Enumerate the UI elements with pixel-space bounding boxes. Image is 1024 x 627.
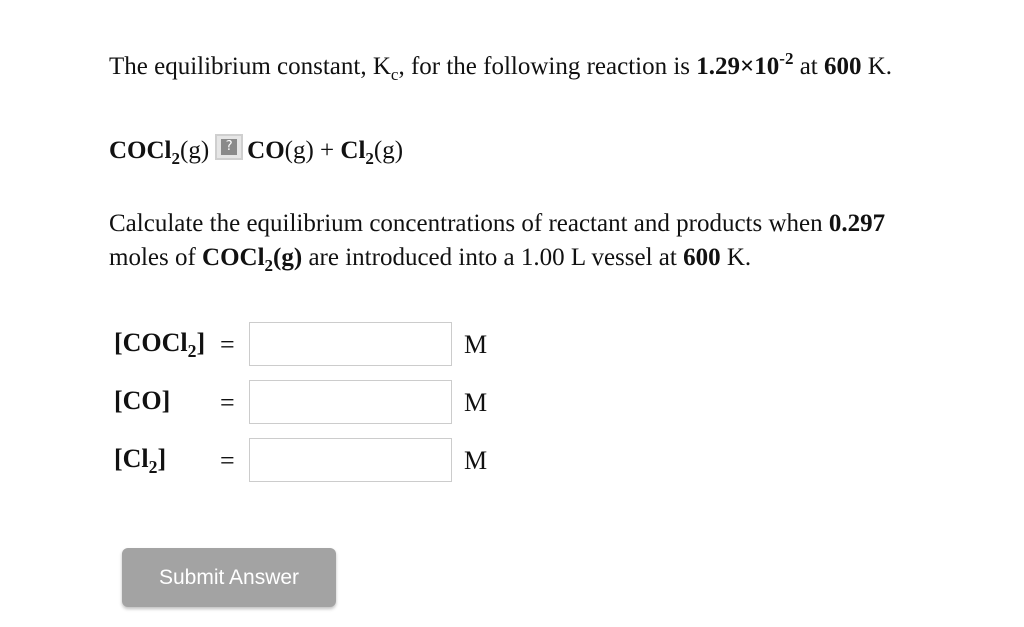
moles-value: 0.297	[828, 210, 886, 237]
kc-value	[696, 48, 794, 80]
unit-label: M	[464, 446, 488, 475]
species-label-close: ]	[196, 328, 206, 357]
intro-text-3: at	[793, 53, 824, 80]
species-label-open: [COCl	[114, 328, 188, 357]
answer-row-cocl2	[114, 322, 714, 366]
question-text-4: K.	[720, 244, 752, 271]
unit-label: M	[464, 388, 488, 417]
answer-row-co	[114, 380, 714, 424]
reactant-subscript: 2	[171, 148, 180, 168]
question-species-formula: COCl	[202, 244, 265, 271]
reactant-state: (g)	[180, 137, 210, 164]
reactant-formula: COCl	[109, 137, 172, 164]
species-label-close: ]	[157, 444, 167, 473]
question-temperature: 600	[683, 244, 721, 271]
kc-exponent: -2	[779, 48, 794, 68]
species-label-cocl2	[114, 326, 205, 360]
unit-label: M	[464, 330, 488, 359]
reactant	[109, 134, 180, 168]
question-text-3: are introduced into a 1.00 L vessel at	[302, 244, 684, 271]
product-cl2-subscript: 2	[365, 148, 374, 168]
answer-row-cl2	[114, 438, 714, 482]
problem-statement	[109, 50, 892, 84]
intro-text: The equilibrium constant, K	[109, 53, 391, 80]
product-cl2-state: (g)	[373, 137, 404, 164]
cocl2-concentration-input[interactable]	[249, 322, 452, 366]
question-text-2: moles of	[109, 244, 203, 271]
broken-image-icon: ?	[221, 139, 237, 155]
cl2-concentration-input[interactable]	[249, 438, 452, 482]
product-cl2	[340, 134, 374, 168]
equals-sign: =	[220, 330, 235, 359]
species-label-cl2	[114, 442, 166, 476]
product-co-state: (g) +	[284, 137, 341, 164]
equilibrium-arrow-icon	[215, 134, 243, 160]
equals-sign: =	[220, 388, 235, 417]
species-label-open: [Cl	[114, 444, 149, 473]
question-text-1: Calculate the equilibrium concentrations of reactant and products when	[109, 210, 829, 237]
question-line-1	[109, 207, 885, 241]
co-concentration-input[interactable]	[249, 380, 452, 424]
question-species-state: (g)	[273, 244, 303, 271]
temperature-value: 600	[824, 53, 862, 80]
kc-mantissa: 1.29×10	[696, 53, 780, 80]
question-species-subscript: 2	[264, 255, 274, 275]
species-label-subscript: 2	[187, 341, 197, 362]
product-co: CO	[247, 137, 285, 164]
intro-text-2: , for the following reaction is	[398, 53, 697, 80]
reaction-equation	[109, 134, 403, 168]
intro-text-4: K.	[861, 53, 893, 80]
species-label-open: [CO]	[114, 386, 171, 415]
question-species	[202, 244, 303, 275]
species-label-subscript: 2	[148, 457, 158, 478]
equals-sign: =	[220, 446, 235, 475]
question-line-2	[109, 241, 751, 275]
submit-answer-button[interactable]: Submit Answer	[122, 548, 336, 607]
product-cl2-formula: Cl	[340, 137, 366, 164]
kc-subscript: c	[390, 64, 399, 84]
species-label-co	[114, 384, 170, 418]
